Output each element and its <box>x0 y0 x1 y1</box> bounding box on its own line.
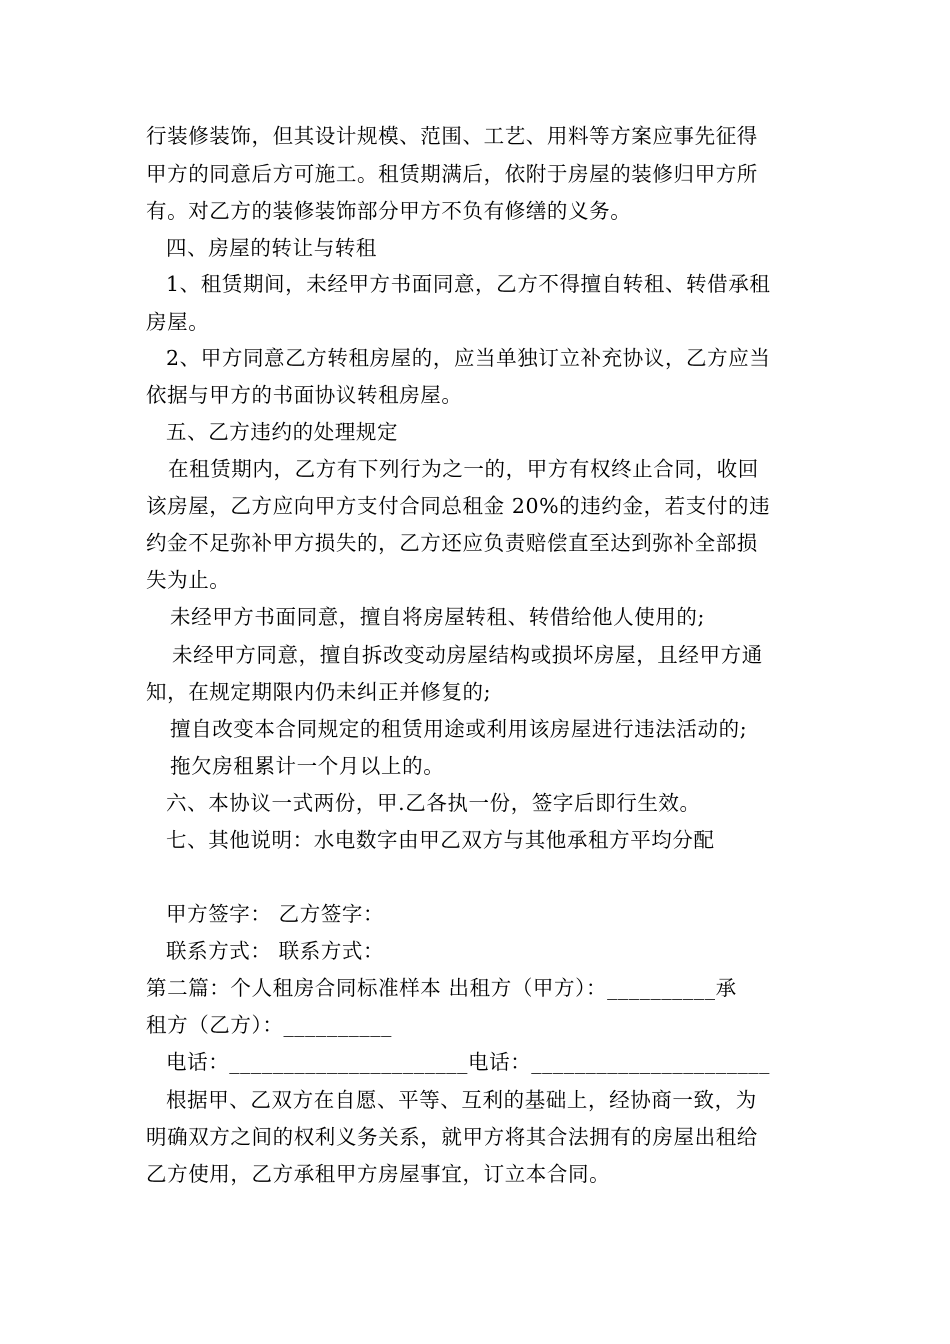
section-heading-4: 四、房屋的转让与转租 <box>166 236 377 260</box>
preamble-line-3: 乙方使用，乙方承租甲方房屋事宜，订立本合同。 <box>146 1162 611 1186</box>
second-contract-heading-line-2: 租方（乙方）：__________ <box>146 1013 392 1037</box>
breach-item-2-line-2: 知，在规定期限内仍未纠正并修复的; <box>146 680 492 704</box>
phone-line: 电话：______________________电话：______________________ <box>166 1050 770 1074</box>
clause-2-line-1: 2、甲方同意乙方转租房屋的，应当单独订立补充协议，乙方应当 <box>166 346 771 370</box>
second-contract-heading-line-1: 第二篇：个人租房合同标准样本 出租方（甲方）：__________承 <box>146 976 737 1000</box>
section-heading-6: 六、本协议一式两份，甲.乙各执一份，签字后即行生效。 <box>166 791 701 815</box>
breach-item-3: 擅自改变本合同规定的租赁用途或利用该房屋进行违法活动的; <box>170 717 748 741</box>
clause-1-line-2: 房屋。 <box>146 310 210 334</box>
paragraph-line-3: 有。对乙方的装修装饰部分甲方不负有修缮的义务。 <box>146 199 632 223</box>
paragraph-line-1: 行装修装饰，但其设计规模、范围、工艺、用料等方案应事先征得 <box>146 124 758 148</box>
signature-line: 甲方签字： 乙方签字： <box>166 902 385 926</box>
breach-line-1: 在租赁期内，乙方有下列行为之一的，甲方有权终止合同，收回 <box>168 457 759 481</box>
breach-item-4: 拖欠房租累计一个月以上的。 <box>170 754 445 778</box>
breach-line-3: 约金不足弥补甲方损失的，乙方还应负责赔偿直至达到弥补全部损 <box>146 531 758 555</box>
preamble-line-2: 明确双方之间的权利义务关系，就甲方将其合法拥有的房屋出租给 <box>146 1125 758 1149</box>
paragraph-line-2: 甲方的同意后方可施工。租赁期满后，依附于房屋的装修归甲方所 <box>146 162 758 186</box>
breach-item-1: 未经甲方书面同意，擅自将房屋转租、转借给他人使用的; <box>170 605 706 629</box>
clause-2-line-2: 依据与甲方的书面协议转租房屋。 <box>146 383 463 407</box>
preamble-line-1: 根据甲、乙双方在自愿、平等、互利的基础上，经协商一致，为 <box>166 1088 757 1112</box>
section-heading-5: 五、乙方违约的处理规定 <box>166 420 399 444</box>
section-heading-7: 七、其他说明：水电数字由甲乙双方与其他承租方平均分配 <box>166 828 715 852</box>
breach-item-2-line-1: 未经甲方同意，擅自拆改变动房屋结构或损坏房屋，且经甲方通 <box>172 643 763 667</box>
breach-line-4: 失为止。 <box>146 568 231 592</box>
breach-line-2: 该房屋，乙方应向甲方支付合同总租金 20%的违约金，若支付的违 <box>146 494 771 518</box>
contact-line: 联系方式： 联系方式： <box>166 939 385 963</box>
clause-1-line-1: 1、租赁期间，未经甲方书面同意，乙方不得擅自转租、转借承租 <box>166 272 771 296</box>
